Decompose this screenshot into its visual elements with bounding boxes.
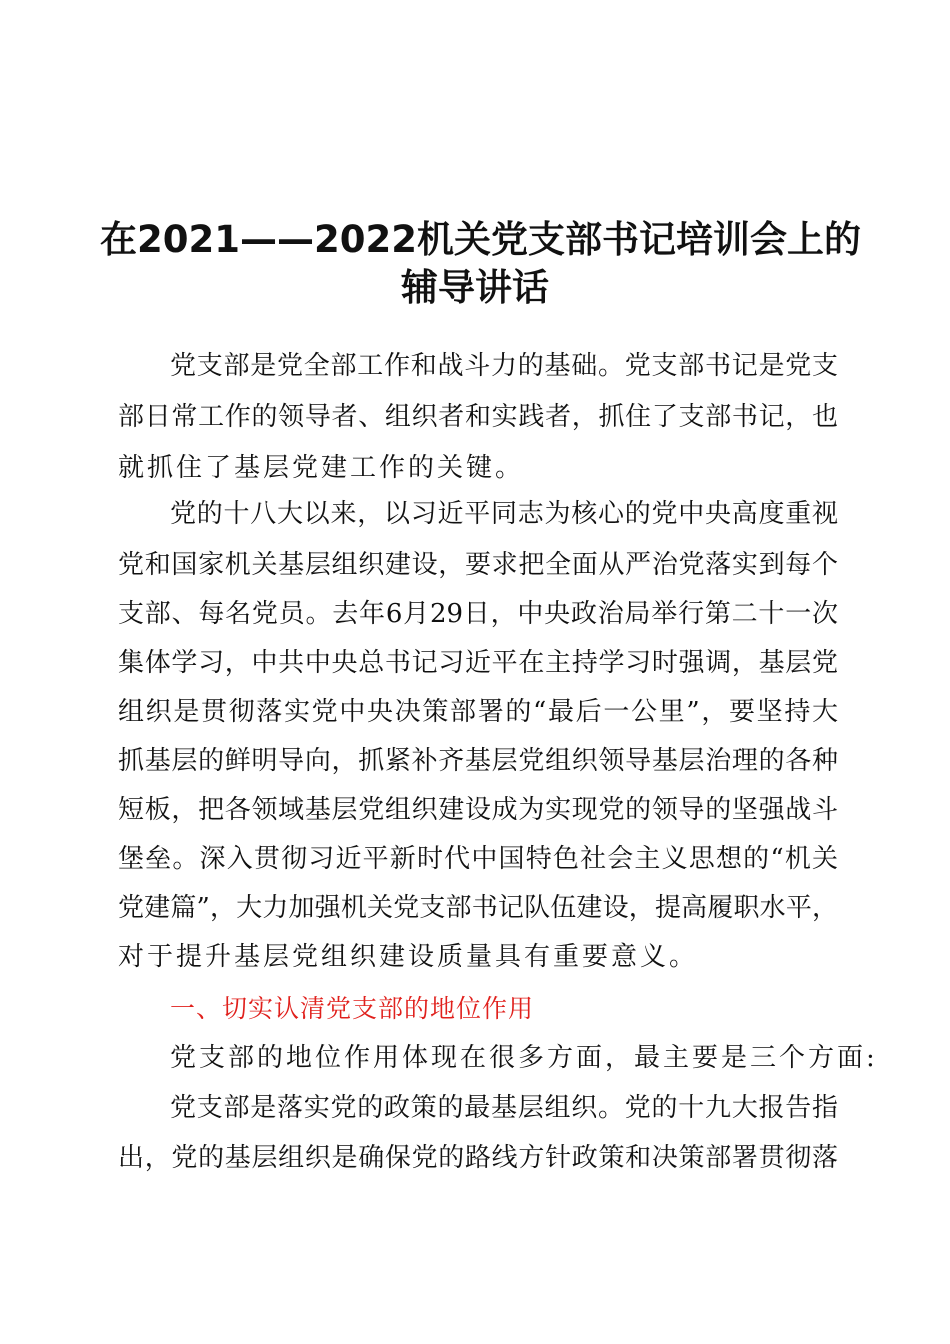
paragraph-3-line-1: 党支部的地位作用体现在很多方面，最主要是三个方面: [170, 1043, 878, 1073]
paragraph-2-line-10: 对于提升基层党组织建设质量具有重要意义。 [118, 942, 699, 972]
paragraph-2-line-8: 堡垒。深入贯彻习近平新时代中国特色社会主义思想的“机关 [118, 844, 838, 874]
document-title-line-2: 辅导讲话 [401, 266, 549, 309]
paragraph-1-line-3: 就抓住了基层党建工作的关键。 [118, 453, 525, 483]
paragraph-2-line-6: 抓基层的鲜明导向，抓紧补齐基层党组织领导基层治理的各种 [118, 746, 838, 776]
paragraph-1-line-2: 部日常工作的领导者、组织者和实践者，抓住了支部书记，也 [118, 402, 838, 432]
paragraph-2-line-9: 党建篇”，大力加强机关党支部书记队伍建设，提高履职水平， [118, 893, 838, 923]
paragraph-2-line-7: 短板，把各领域基层党组织建设成为实现党的领导的坚强战斗 [118, 795, 838, 825]
paragraph-4-line-1: 党支部是落实党的政策的最基层组织。党的十九大报告指 [170, 1093, 838, 1123]
document-title-line-1: 在2021——2022机关党支部书记培训会上的 [100, 218, 861, 261]
paragraph-1-line-1: 党支部是党全部工作和战斗力的基础。党支部书记是党支 [170, 351, 838, 381]
paragraph-2-line-5: 组织是贯彻落实党中央决策部署的“最后一公里”，要坚持大 [118, 697, 838, 727]
paragraph-2-line-4: 集体学习，中共中央总书记习近平在主持学习时强调，基层党 [118, 648, 838, 678]
paragraph-2-line-2: 党和国家机关基层组织建设，要求把全面从严治党落实到每个 [118, 550, 838, 580]
paragraph-2-line-3: 支部、每名党员。去年6月29日，中央政治局举行第二十一次 [118, 599, 838, 629]
section-heading-1: 一、切实认清党支部的地位作用 [170, 994, 535, 1023]
paragraph-4-line-2: 出，党的基层组织是确保党的路线方针政策和决策部署贯彻落 [118, 1143, 838, 1173]
paragraph-2-line-1: 党的十八大以来，以习近平同志为核心的党中央高度重视 [170, 499, 838, 529]
